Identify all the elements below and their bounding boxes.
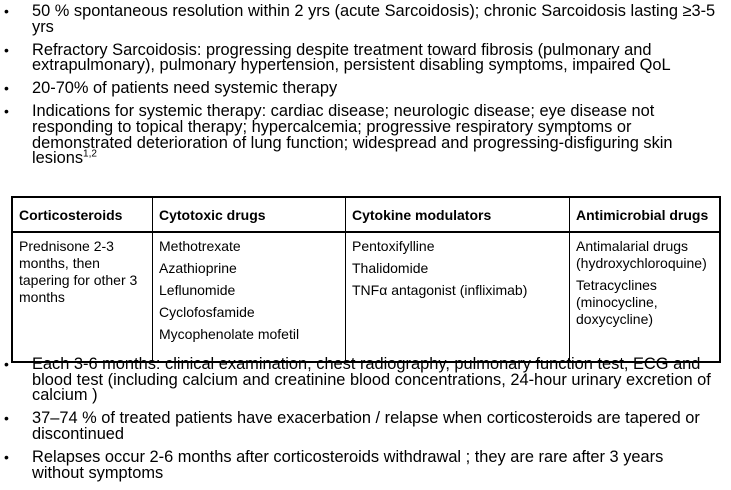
- cell-antimicrobial-drugs: [570, 232, 721, 362]
- drug-entry: Mycophenolate mofetil: [159, 326, 300, 342]
- table-row: [12, 232, 720, 362]
- reference-superscript: 1,2: [83, 148, 97, 160]
- drug-entry: Methotrexate: [159, 238, 241, 254]
- bullet-item: [0, 104, 731, 166]
- bullet-icon: •: [4, 41, 9, 58]
- table-header-row: [12, 197, 720, 232]
- bullet-text: 20-70% of patients need systemic therapy: [32, 79, 338, 98]
- drug-entry: Leflunomide: [159, 282, 236, 298]
- drug-entry: Prednisone 2-3 months, then tapering for other 3 months: [19, 238, 138, 305]
- drug-entry: Tetracyclines (minocycline, doxycycline): [576, 277, 658, 327]
- drug-entry: Azathioprine: [159, 260, 237, 276]
- header-corticosteroids: Corticosteroids: [12, 197, 153, 232]
- bullet-icon: •: [4, 80, 9, 97]
- top-bullet-list: [0, 4, 731, 174]
- header-cytokine-modulators: Cytokine modulators: [346, 197, 570, 232]
- bullet-item: [0, 40, 731, 75]
- bullet-item: [0, 357, 731, 404]
- header-antimicrobial-drugs: Antimicrobial drugs: [570, 197, 721, 232]
- cell-corticosteroids: [12, 232, 153, 362]
- bullet-item: [0, 4, 731, 35]
- bullet-text: Indications for systemic therapy: cardiac disease; neurologic disease; eye disease not responding to topical therapy; hypercalcemia; progressive respiratory symptoms or demonstrated deterioration of lung function; widespread and progressing-disfiguring skin lesions: [32, 102, 673, 168]
- bullet-text: Relapses occur 2-6 months after corticosteroids withdrawal ; they are rare after 3 years without symptoms: [32, 447, 664, 482]
- bullet-icon: •: [4, 3, 9, 19]
- bullet-icon: •: [4, 356, 9, 372]
- bullet-icon: •: [4, 410, 9, 427]
- drug-classes-table: [11, 196, 721, 363]
- bullet-text: 37–74 % of treated patients have exacerbation / relapse when corticosteroids are tapered or discontinued: [32, 409, 700, 443]
- drug-entry: Cyclofosfamide: [159, 304, 255, 320]
- cell-cytotoxic-drugs: [153, 232, 346, 362]
- bottom-bullet-list: [0, 357, 731, 489]
- bullet-item: [0, 411, 731, 442]
- bullet-item: [0, 81, 731, 97]
- cell-cytokine-modulators: [346, 232, 570, 362]
- bullet-item: [0, 447, 731, 482]
- drug-entry: TNFα antagonist (infliximab): [352, 282, 528, 298]
- header-cytotoxic-drugs: Cytotoxic drugs: [153, 197, 346, 232]
- drug-entry: Thalidomide: [352, 260, 429, 276]
- bullet-text: Refractory Sarcoidosis: progressing despite treatment toward fibrosis (pulmonary and extrapulmonary), pulmonary hypertension, persistent disabling symptoms, impaired QoL: [32, 40, 671, 75]
- bullet-icon: •: [4, 448, 9, 465]
- bullet-text: 50 % spontaneous resolution within 2 yrs (acute Sarcoidosis); chronic Sarcoidosis lasting ≥3-5 yrs: [32, 2, 716, 36]
- drug-entry: Antimalarial drugs (hydroxychloroquine): [576, 238, 707, 271]
- bullet-text: Each 3-6 months: clinical examination, chest radiography, pulmonary function test, ECG and blood test (including calcium and creatinine blood concentrations, 24-hour urinary excretion of calcium ): [32, 355, 711, 405]
- drug-entry: Pentoxifylline: [352, 238, 435, 254]
- bullet-icon: •: [4, 103, 9, 120]
